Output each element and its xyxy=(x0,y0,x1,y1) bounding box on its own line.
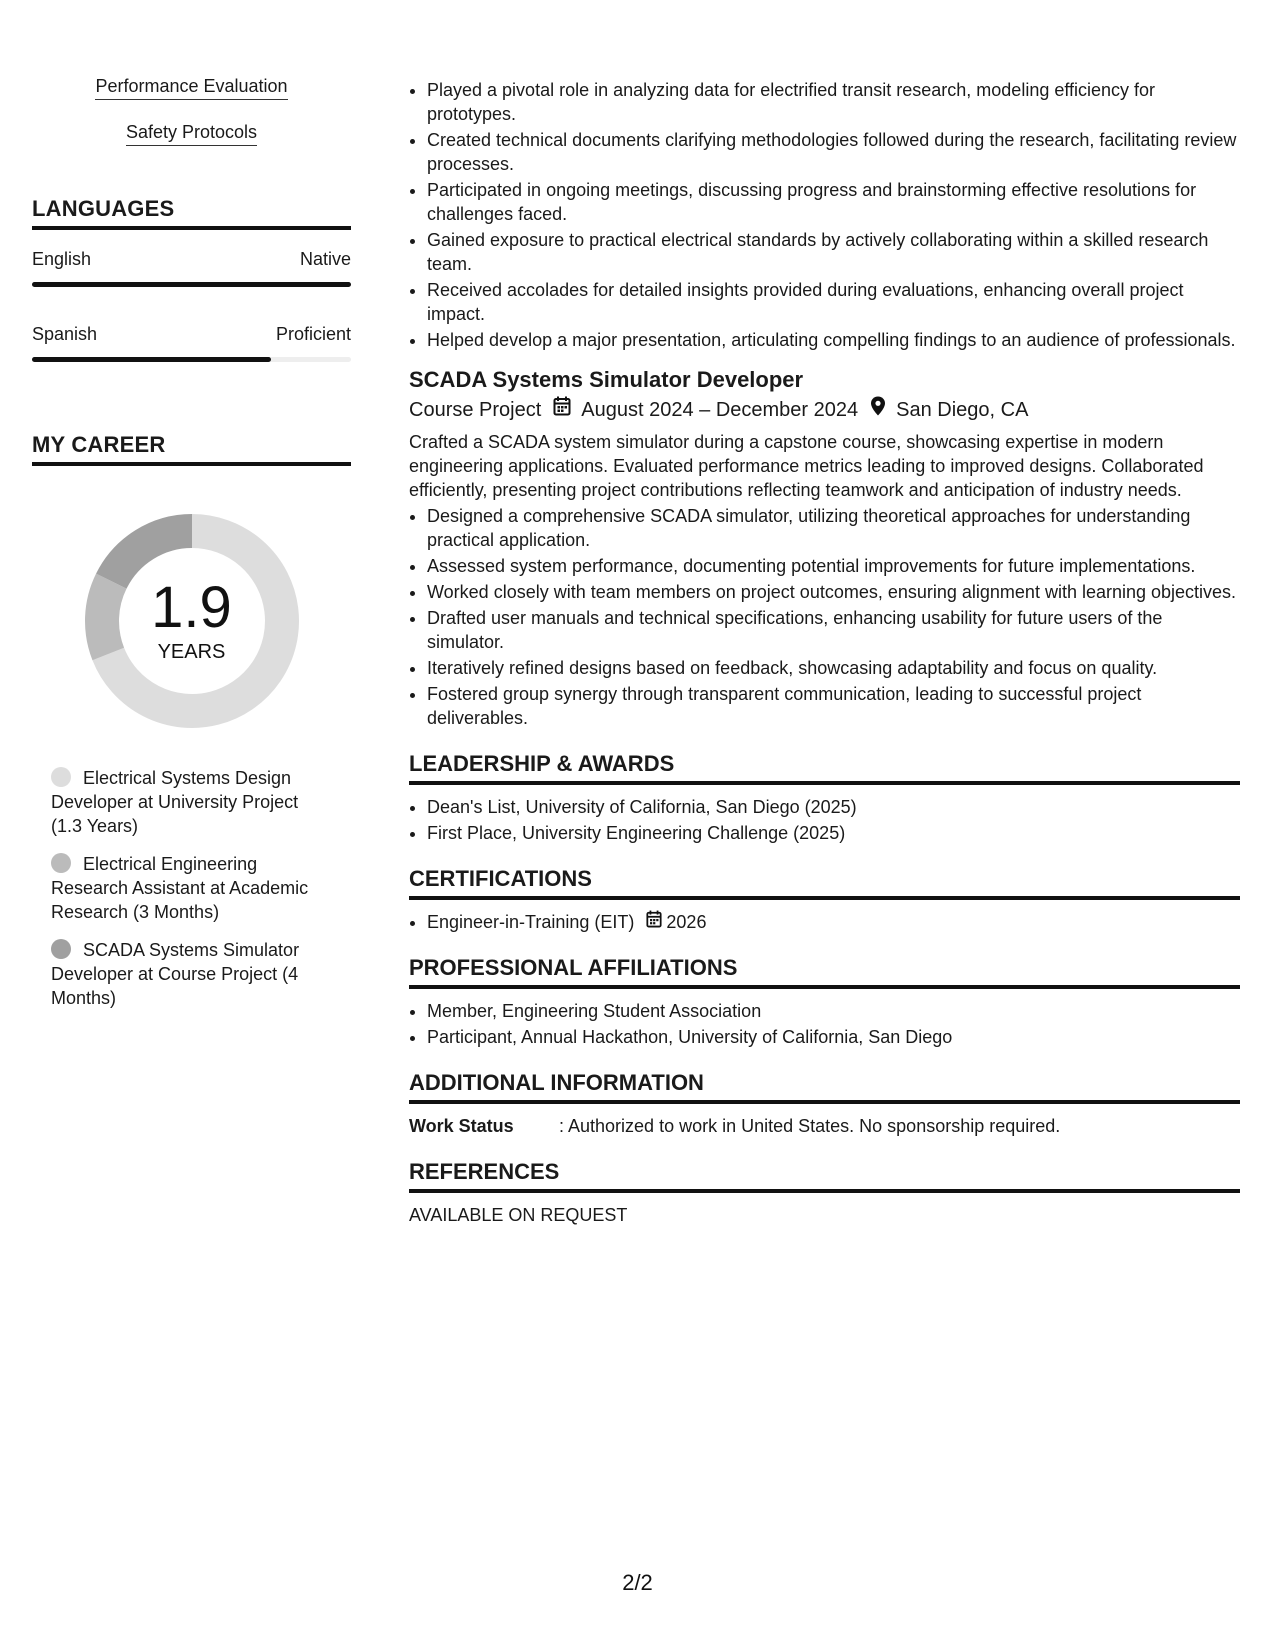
career-donut xyxy=(77,506,307,736)
job-dates: August 2024 – December 2024 xyxy=(581,399,859,421)
career-total: 1.9 xyxy=(151,574,232,640)
leadership-list xyxy=(409,795,1240,845)
list-item: • Worked closely with team members on project outcomes, ensuring alignment with learning objectives. xyxy=(427,580,1240,604)
job-title: SCADA Systems Simulator Developer xyxy=(409,367,804,392)
job-meta xyxy=(409,396,1240,424)
career-item-text: Electrical Systems Design Developer at University Project (1.3 Years) xyxy=(51,768,299,836)
work-status-value: : Authorized to work in United States. No sponsorship required. xyxy=(559,1116,1061,1136)
language-bar xyxy=(32,282,351,287)
certifications-list xyxy=(409,910,1240,934)
career-item xyxy=(51,766,331,838)
language-bar-fill xyxy=(32,282,351,287)
sidebar xyxy=(32,76,351,1024)
list-item: • Created technical documents clarifying methodologies followed during the research, facilitating review processes. xyxy=(427,128,1240,176)
calendar-icon xyxy=(553,396,571,424)
leadership-heading: LEADERSHIP & AWARDS xyxy=(409,750,1240,785)
skill-list xyxy=(32,76,351,146)
career-item-text: SCADA Systems Simulator Developer at Course Project (4 Months) xyxy=(51,940,300,1008)
career-unit: YEARS xyxy=(157,640,226,663)
legend-dot-icon xyxy=(51,939,71,959)
career-item xyxy=(51,938,331,1010)
legend-dot-icon xyxy=(51,767,71,787)
language-row xyxy=(32,323,351,362)
job-location: San Diego, CA xyxy=(896,399,1029,421)
languages-heading: LANGUAGES xyxy=(32,196,351,230)
references-heading: REFERENCES xyxy=(409,1158,1240,1193)
previous-job-bullets xyxy=(409,78,1240,352)
skill-tag: Safety Protocols xyxy=(126,122,257,146)
list-item: • Designed a comprehensive SCADA simulator, utilizing theoretical approaches for understanding practical application. xyxy=(427,504,1240,552)
list-item: • Participant, Annual Hackathon, University of California, San Diego xyxy=(427,1025,1240,1049)
certification-name: • Engineer-in-Training (EIT) xyxy=(427,912,635,932)
career-heading: MY CAREER xyxy=(32,432,351,466)
language-name: Spanish xyxy=(32,324,98,344)
legend-dot-icon xyxy=(51,853,71,873)
language-bar xyxy=(32,357,351,362)
list-item: • Gained exposure to practical electrical standards by actively collaborating within a skilled research team. xyxy=(427,228,1240,276)
list-item: • Member, Engineering Student Association xyxy=(427,999,1240,1023)
certifications-heading: CERTIFICATIONS xyxy=(409,865,1240,900)
list-item: • Helped develop a major presentation, articulating compelling findings to an audience of professionals. xyxy=(427,328,1240,352)
calendar-icon xyxy=(646,910,662,934)
list-item xyxy=(427,910,1240,934)
career-item xyxy=(51,852,331,924)
main-content xyxy=(409,78,1240,1227)
list-item: • Fostered group synergy through transparent communication, leading to successful project deliverables. xyxy=(427,682,1240,730)
additional-info-heading: ADDITIONAL INFORMATION xyxy=(409,1069,1240,1104)
language-name: English xyxy=(32,249,92,269)
job-bullets xyxy=(409,504,1240,730)
references-text: AVAILABLE ON REQUEST xyxy=(409,1205,628,1225)
language-row xyxy=(32,248,351,287)
language-bar-fill xyxy=(32,357,271,362)
work-status-row xyxy=(409,1114,1240,1138)
work-status-label: Work Status xyxy=(409,1116,514,1136)
skill-tag: Performance Evaluation xyxy=(95,76,287,100)
map-pin-icon xyxy=(870,396,886,424)
list-item: • Participated in ongoing meetings, discussing progress and brainstorming effective resolutions for challenges faced. xyxy=(427,178,1240,226)
language-level: Native xyxy=(299,249,351,269)
certification-year: 2026 xyxy=(666,912,707,932)
career-list xyxy=(32,766,351,1010)
list-item: • Dean's List, University of California, San Diego (2025) xyxy=(427,795,1240,819)
affiliations-list xyxy=(409,999,1240,1049)
career-item-text: Electrical Engineering Research Assistant at Academic Research (3 Months) xyxy=(51,854,309,922)
list-item: • Drafted user manuals and technical specifications, enhancing usability for future users of the simulator. xyxy=(427,606,1240,654)
list-item: • First Place, University Engineering Challenge (2025) xyxy=(427,821,1240,845)
language-level: Proficient xyxy=(275,324,351,344)
list-item: • Iteratively refined designs based on feedback, showcasing adaptability and focus on quality. xyxy=(427,656,1240,680)
job-org: Course Project xyxy=(409,399,542,421)
list-item: • Received accolades for detailed insights provided during evaluations, enhancing overall project impact. xyxy=(427,278,1240,326)
job-description: Crafted a SCADA system simulator during a capstone course, showcasing expertise in modern engineering applications. Evaluated performance metrics leading to improved designs. Collaborated efficiently, presenting project contributions reflecting teamwork and anticipation of industry needs. xyxy=(409,432,1204,500)
list-item: • Played a pivotal role in analyzing data for electrified transit research, modeling efficiency for prototypes. xyxy=(427,78,1240,126)
page-number: 2/2 xyxy=(622,1570,653,1595)
list-item: • Assessed system performance, documenting potential improvements for future implementations. xyxy=(427,554,1240,578)
affiliations-heading: PROFESSIONAL AFFILIATIONS xyxy=(409,954,1240,989)
